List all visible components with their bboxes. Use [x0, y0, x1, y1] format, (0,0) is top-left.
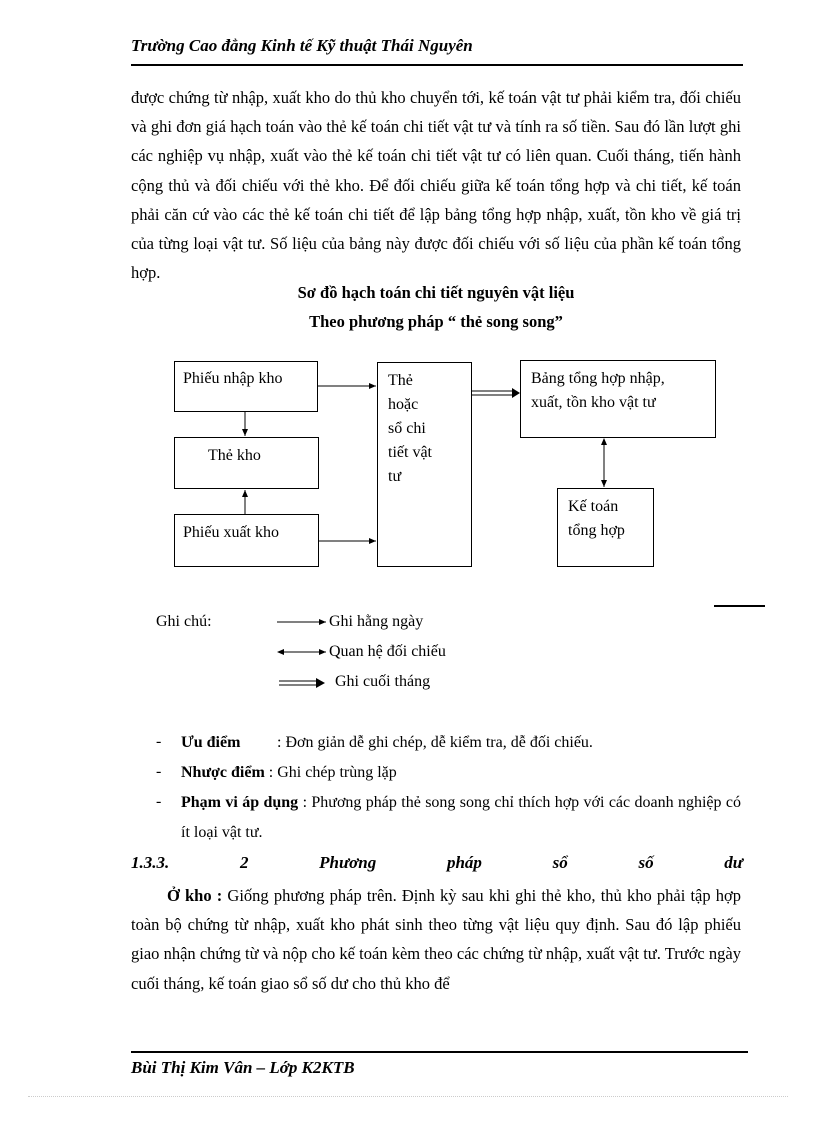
legend-label: Ghi chú: — [156, 613, 212, 630]
legend-monthend-head — [316, 678, 325, 688]
bullet-text: : Đơn giản dễ ghi chép, dễ kiểm tra, dễ đối chiếu. — [277, 734, 593, 751]
bullet-text: : Ghi chép trùng lặp — [268, 764, 397, 781]
section-word: pháp — [446, 853, 482, 872]
section-word: 2 — [239, 853, 249, 872]
section-paragraph — [131, 881, 741, 998]
legend-reconcile-text: Quan hệ đối chiếu — [329, 643, 446, 660]
bullet-term: Nhược điểm — [181, 764, 265, 781]
footer-author: Bùi Thị Kim Vân – Lớp K2KTB — [131, 1058, 355, 1077]
box-phieu-nhap-kho: Phiếu nhập kho — [174, 361, 318, 412]
section-heading — [131, 853, 743, 873]
bullet-nhuoc-diem — [181, 758, 741, 788]
box-bang-tong-hop: Bảng tổng hợp nhập, xuất, tồn kho vật tư — [520, 360, 716, 438]
section-word: 1.3.3. — [131, 853, 170, 872]
box-phieu-xuat-kho: Phiếu xuất kho — [174, 514, 319, 567]
box-ke-toan-tong-hop: Kế toán tổng hợp — [557, 488, 654, 567]
section-word: số — [638, 853, 654, 872]
bullet-pham-vi — [181, 788, 741, 848]
page-bottom-dotted-line — [28, 1096, 788, 1097]
bullet-term: Ưu điểm — [181, 734, 241, 751]
bullet-dash: - — [156, 793, 162, 810]
legend-monthend-text: Ghi cuối tháng — [335, 673, 431, 690]
bullet-uu-diem — [181, 728, 741, 758]
section-word: dư — [724, 853, 743, 872]
section-word: Phương — [319, 853, 377, 872]
legend-daily-text: Ghi hằng ngày — [329, 613, 424, 630]
box-the-kho: Thẻ kho — [174, 437, 319, 489]
bullet-text: : Phương pháp thẻ song song chỉ thích hợp với các doanh nghiệp có ít loại vật tư. — [181, 794, 742, 841]
section-para-lead: Ở kho : — [167, 886, 223, 905]
box-the-hoac-so-chi-tiet: Thẻ hoặc sổ chi tiết vật tư — [377, 362, 472, 567]
diagram-title-line2: Theo phương pháp “ thẻ song song” — [309, 312, 563, 331]
footer-rule — [131, 1051, 748, 1053]
diagram-title-line1: Sơ đồ hạch toán chi tiết nguyên vật liệu — [297, 283, 575, 302]
bullet-term: Phạm vi áp dụng — [181, 794, 299, 811]
page-header-title: Trường Cao đẳng Kinh tế Kỹ thuật Thái Nguyên — [131, 36, 473, 55]
bullet-dash: - — [156, 733, 162, 750]
section-para-text: Giống phương pháp trên. Định kỳ sau khi ghi thẻ kho, thủ kho phải tập hợp toàn bộ chứng từ nhập, xuất kho phát sinh theo từng vật liệu quy định. Sau đó lập phiếu giao nhận chứng từ và nộp cho kế toán kèm theo các chứng từ nhập, xuất vật tư. Trước ngày cuối tháng, kế toán giao sổ số dư cho thủ kho để — [131, 886, 741, 993]
arrow-sochitiet-to-bang-head — [512, 388, 520, 398]
section-word: sổ — [552, 853, 568, 872]
intro-paragraph: được chứng từ nhập, xuất kho do thủ kho chuyển tới, kế toán vật tư phải kiểm tra, đối chiếu và ghi đơn giá hạch toán vào thẻ kế toán chi tiết vật tư và tính ra số tiền. Sau đó lần lượt ghi các nghiệp vụ nhập, xuất vào thẻ kế toán chi tiết vật tư có liên quan. Cuối tháng, tiến hành cộng thủ và đối chiếu với thẻ kho. Để đối chiếu giữa kế toán tổng hợp và chi tiết, kế toán phải căn cứ vào các thẻ kế toán chi tiết để lập bảng tổng hợp nhập, xuất, tồn kho về giá trị của từng loại vật tư. Số liệu của bảng này được đối chiếu với số liệu của phần kế toán tổng hợp. — [131, 88, 741, 283]
bullet-dash: - — [156, 763, 162, 780]
